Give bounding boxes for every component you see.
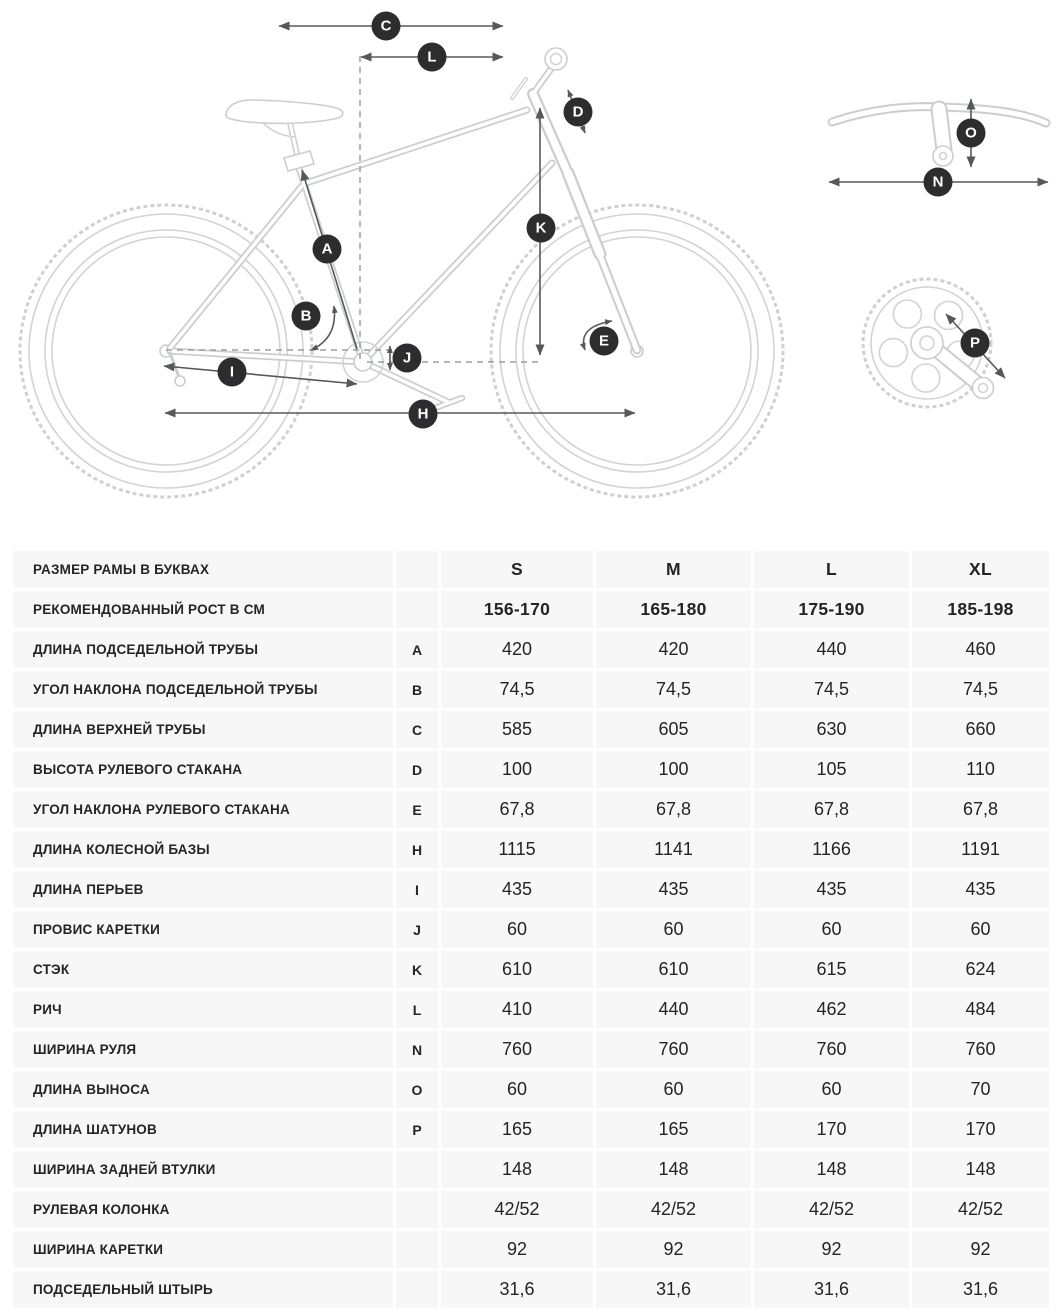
cell-l: 60: [754, 1071, 909, 1108]
cell-m: 60: [596, 1071, 751, 1108]
row-label: УГОЛ НАКЛОНА РУЛЕВОГО СТАКАНА: [13, 791, 393, 828]
cell-xl: 170: [912, 1111, 1049, 1148]
cell-xl: 624: [912, 951, 1049, 988]
cell-xl: 148: [912, 1151, 1049, 1188]
callout-h: H: [409, 400, 438, 429]
spec-table: [10, 548, 1052, 1311]
callout-n: N: [924, 168, 953, 197]
row-label: ДЛИНА ПОДСЕДЕЛЬНОЙ ТРУБЫ: [13, 631, 393, 668]
row-letter: C: [396, 711, 438, 748]
cell-l: 60: [754, 911, 909, 948]
cell-xl: 110: [912, 751, 1049, 788]
callout-p: P: [961, 329, 990, 358]
callout-l: L: [418, 43, 447, 72]
cell-xl: 42/52: [912, 1191, 1049, 1228]
row-letter: [396, 1271, 438, 1308]
cell-l: 175-190: [754, 591, 909, 628]
cell-s: 410: [441, 991, 593, 1028]
row-letter: [396, 1151, 438, 1188]
row-label: СТЭК: [13, 951, 393, 988]
cell-xl: 185-198: [912, 591, 1049, 628]
row-letter: P: [396, 1111, 438, 1148]
row-label: ДЛИНА ВЫНОСА: [13, 1071, 393, 1108]
table-row-height: [13, 591, 1049, 628]
row-label: РЕКОМЕНДОВАННЫЙ РОСТ В СМ: [13, 591, 393, 628]
table-row: [13, 991, 1049, 1028]
cell-s: 420: [441, 631, 593, 668]
cell-m: M: [596, 551, 751, 588]
row-label: РУЛЕВАЯ КОЛОНКА: [13, 1191, 393, 1228]
table-row: [13, 911, 1049, 948]
row-letter: J: [396, 911, 438, 948]
cell-m: 760: [596, 1031, 751, 1068]
row-label: ШИРИНА КАРЕТКИ: [13, 1231, 393, 1268]
row-label: ПРОВИС КАРЕТКИ: [13, 911, 393, 948]
bike-drawing: [0, 0, 1061, 545]
cell-m: 92: [596, 1231, 751, 1268]
row-letter: K: [396, 951, 438, 988]
cell-s: 60: [441, 911, 593, 948]
handlebar-top-view: [832, 107, 1046, 166]
cell-m: 605: [596, 711, 751, 748]
cell-xl: 31,6: [912, 1271, 1049, 1308]
cell-l: 31,6: [754, 1271, 909, 1308]
cell-xl: 67,8: [912, 791, 1049, 828]
cell-l: 435: [754, 871, 909, 908]
table-row: [13, 1071, 1049, 1108]
row-letter: O: [396, 1071, 438, 1108]
table-row: [13, 631, 1049, 668]
cell-l: 148: [754, 1151, 909, 1188]
cell-s: 760: [441, 1031, 593, 1068]
cell-l: 74,5: [754, 671, 909, 708]
cell-s: 610: [441, 951, 593, 988]
cell-xl: XL: [912, 551, 1049, 588]
cell-m: 148: [596, 1151, 751, 1188]
cell-l: 760: [754, 1031, 909, 1068]
cell-m: 100: [596, 751, 751, 788]
table-row: [13, 1031, 1049, 1068]
row-letter: A: [396, 631, 438, 668]
cell-s: 585: [441, 711, 593, 748]
table-row: [13, 1231, 1049, 1268]
table-row: [13, 751, 1049, 788]
table-row: [13, 711, 1049, 748]
reference-lines: [166, 56, 540, 362]
cell-s: 31,6: [441, 1271, 593, 1308]
dim-arrow-i: [164, 366, 357, 384]
cell-xl: 60: [912, 911, 1049, 948]
spec-table-wrap: [10, 548, 1052, 1311]
callout-k: K: [527, 214, 556, 243]
callout-j: J: [393, 344, 422, 373]
row-label: ШИРИНА РУЛЯ: [13, 1031, 393, 1068]
row-label: ПОДСЕДЕЛЬНЫЙ ШТЫРЬ: [13, 1271, 393, 1308]
table-row: [13, 951, 1049, 988]
row-label: ДЛИНА ШАТУНОВ: [13, 1111, 393, 1148]
callout-d: D: [564, 98, 593, 127]
cell-l: 42/52: [754, 1191, 909, 1228]
cell-m: 435: [596, 871, 751, 908]
callout-i: I: [218, 358, 247, 387]
cell-m: 74,5: [596, 671, 751, 708]
table-row: [13, 871, 1049, 908]
cell-l: 615: [754, 951, 909, 988]
cell-m: 165-180: [596, 591, 751, 628]
cell-l: 170: [754, 1111, 909, 1148]
cell-l: 1166: [754, 831, 909, 868]
cell-m: 60: [596, 911, 751, 948]
row-letter: L: [396, 991, 438, 1028]
row-letter: H: [396, 831, 438, 868]
cell-m: 31,6: [596, 1271, 751, 1308]
row-label: ДЛИНА ВЕРХНЕЙ ТРУБЫ: [13, 711, 393, 748]
cell-xl: 660: [912, 711, 1049, 748]
row-label: УГОЛ НАКЛОНА ПОДСЕДЕЛЬНОЙ ТРУБЫ: [13, 671, 393, 708]
cell-l: 462: [754, 991, 909, 1028]
geometry-diagram: [0, 0, 1061, 545]
table-row: [13, 831, 1049, 868]
row-letter: [396, 1231, 438, 1268]
cell-xl: 484: [912, 991, 1049, 1028]
callout-b: B: [292, 302, 321, 331]
cell-xl: 435: [912, 871, 1049, 908]
row-letter: E: [396, 791, 438, 828]
row-label: ВЫСОТА РУЛЕВОГО СТАКАНА: [13, 751, 393, 788]
row-letter: [396, 1191, 438, 1228]
cell-xl: 74,5: [912, 671, 1049, 708]
cell-l: 630: [754, 711, 909, 748]
table-row: [13, 671, 1049, 708]
table-row: [13, 1111, 1049, 1148]
cell-s: 92: [441, 1231, 593, 1268]
row-label: РАЗМЕР РАМЫ В БУКВАХ: [13, 551, 393, 588]
cell-s: 156-170: [441, 591, 593, 628]
cell-l: 105: [754, 751, 909, 788]
cell-l: 440: [754, 631, 909, 668]
cell-xl: 1191: [912, 831, 1049, 868]
cell-l: 92: [754, 1231, 909, 1268]
cell-m: 67,8: [596, 791, 751, 828]
row-label: ДЛИНА КОЛЕСНОЙ БАЗЫ: [13, 831, 393, 868]
cell-s: 148: [441, 1151, 593, 1188]
row-label: РИЧ: [13, 991, 393, 1028]
cell-s: 67,8: [441, 791, 593, 828]
cell-m: 610: [596, 951, 751, 988]
cell-s: 1115: [441, 831, 593, 868]
table-row: [13, 1191, 1049, 1228]
row-letter: N: [396, 1031, 438, 1068]
saddle: [226, 100, 343, 171]
cell-s: 435: [441, 871, 593, 908]
cell-s: 165: [441, 1111, 593, 1148]
cell-l: L: [754, 551, 909, 588]
cell-m: 42/52: [596, 1191, 751, 1228]
callout-a: A: [313, 235, 342, 264]
cell-xl: 70: [912, 1071, 1049, 1108]
row-label: ШИРИНА ЗАДНЕЙ ВТУЛКИ: [13, 1151, 393, 1188]
row-letter: B: [396, 671, 438, 708]
cell-s: 100: [441, 751, 593, 788]
cell-s: 60: [441, 1071, 593, 1108]
table-row: [13, 791, 1049, 828]
cell-m: 440: [596, 991, 751, 1028]
cell-xl: 92: [912, 1231, 1049, 1268]
row-letter: D: [396, 751, 438, 788]
cell-xl: 460: [912, 631, 1049, 668]
cell-m: 1141: [596, 831, 751, 868]
cell-l: 67,8: [754, 791, 909, 828]
cell-s: 74,5: [441, 671, 593, 708]
table-row: [13, 1271, 1049, 1308]
table-row-frame-size: [13, 551, 1049, 588]
table-row: [13, 1151, 1049, 1188]
callout-c: C: [372, 12, 401, 41]
cell-m: 420: [596, 631, 751, 668]
rear-derailleur: [170, 353, 185, 386]
rear-wheel: [20, 205, 312, 497]
cell-m: 165: [596, 1111, 751, 1148]
row-label: ДЛИНА ПЕРЬЕВ: [13, 871, 393, 908]
cell-xl: 760: [912, 1031, 1049, 1068]
row-letter: [396, 591, 438, 628]
cell-s: S: [441, 551, 593, 588]
callout-e: E: [590, 327, 619, 356]
cell-s: 42/52: [441, 1191, 593, 1228]
row-letter: [396, 551, 438, 588]
callout-o: O: [957, 119, 986, 148]
row-letter: I: [396, 871, 438, 908]
